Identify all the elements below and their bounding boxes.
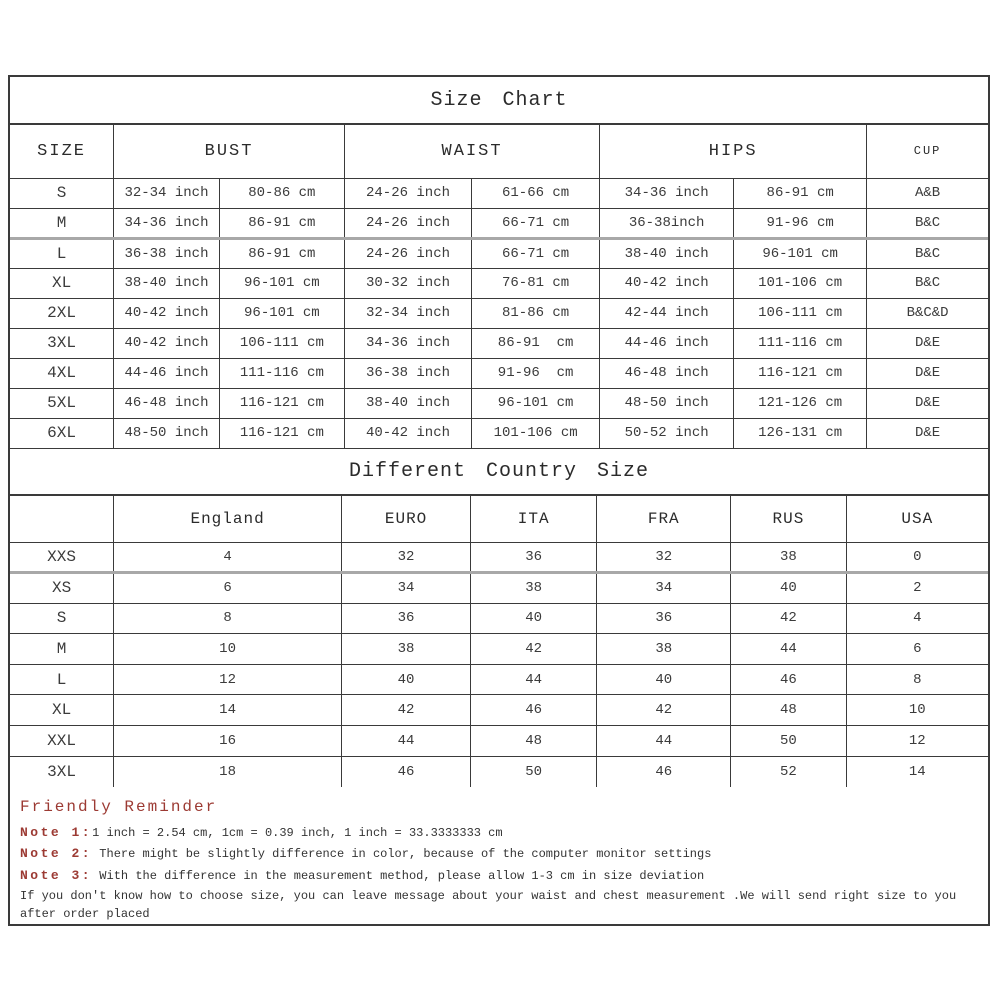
euro-cell: 42: [342, 695, 471, 726]
size-label-cell: L: [10, 238, 114, 268]
column-header-euro: EURO: [342, 496, 471, 542]
note-3-text: With the difference in the measurement method, please allow 1-3 cm in size deviation: [92, 868, 705, 883]
country-row: [10, 542, 988, 573]
column-header-waist: WAIST: [344, 125, 599, 178]
friendly-reminder-heading: Friendly Reminder: [20, 797, 218, 816]
country-size-label-cell: XL: [10, 695, 114, 726]
ita-cell: 38: [471, 573, 597, 604]
size-label-cell: 5XL: [10, 388, 114, 418]
ita-cell: 46: [471, 695, 597, 726]
usa-cell: 4: [846, 603, 988, 634]
hips-inch-cell: 36-38inch: [600, 208, 734, 238]
cup-cell: B&C&D: [867, 298, 988, 328]
size-row: [10, 178, 988, 208]
cup-cell: A&B: [867, 178, 988, 208]
bust-cm-cell: 106-111 cm: [219, 328, 344, 358]
country-size-label-cell: M: [10, 634, 114, 665]
cup-cell: B&C: [867, 208, 988, 238]
fra-cell: 36: [597, 603, 731, 634]
usa-cell: 8: [846, 664, 988, 695]
waist-inch-cell: 38-40 inch: [344, 388, 471, 418]
country-size-title: Different Country Size: [10, 448, 988, 496]
hips-cm-cell: 96-101 cm: [734, 238, 867, 268]
hips-inch-cell: 50-52 inch: [600, 418, 734, 448]
size-label-cell: 2XL: [10, 298, 114, 328]
note-line-2: [20, 844, 978, 864]
size-chart-title: Size Chart: [10, 77, 988, 125]
note-2-label: Note 2:: [20, 846, 93, 862]
waist-cm-cell: 91-96 cm: [472, 358, 600, 388]
country-row: [10, 756, 988, 787]
country-size-label-cell: 3XL: [10, 756, 114, 787]
ita-cell: 36: [471, 542, 597, 573]
size-chart-table: [10, 125, 988, 448]
bust-cm-cell: 116-121 cm: [219, 388, 344, 418]
waist-cm-cell: 61-66 cm: [472, 178, 600, 208]
fra-cell: 32: [597, 542, 731, 573]
notes-section: [10, 787, 988, 924]
waist-cm-cell: 86-91 cm: [472, 328, 600, 358]
note-2-text: There might be slightly difference in color, because of the computer monitor settings: [92, 847, 712, 862]
bust-cm-cell: 86-91 cm: [219, 238, 344, 268]
column-header-england: England: [114, 496, 342, 542]
column-header-rus: RUS: [731, 496, 846, 542]
size-row: [10, 418, 988, 448]
rus-cell: 48: [731, 695, 846, 726]
england-cell: 14: [114, 695, 342, 726]
bust-cm-cell: 96-101 cm: [219, 268, 344, 298]
bust-cm-cell: 111-116 cm: [219, 358, 344, 388]
usa-cell: 6: [846, 634, 988, 665]
rus-cell: 38: [731, 542, 846, 573]
hips-cm-cell: 91-96 cm: [734, 208, 867, 238]
column-header-cup: CUP: [867, 125, 988, 178]
column-header-hips: HIPS: [600, 125, 867, 178]
bust-inch-cell: 38-40 inch: [114, 268, 220, 298]
ita-cell: 40: [471, 603, 597, 634]
waist-inch-cell: 30-32 inch: [344, 268, 471, 298]
column-header-bust: BUST: [114, 125, 345, 178]
hips-cm-cell: 126-131 cm: [734, 418, 867, 448]
note-1-label: Note 1:: [20, 824, 93, 840]
size-label-cell: 3XL: [10, 328, 114, 358]
rus-cell: 50: [731, 726, 846, 757]
country-size-table: [10, 496, 988, 787]
rus-cell: 44: [731, 634, 846, 665]
usa-cell: 0: [846, 542, 988, 573]
waist-inch-cell: 40-42 inch: [344, 418, 471, 448]
bust-inch-cell: 44-46 inch: [114, 358, 220, 388]
hips-cm-cell: 101-106 cm: [734, 268, 867, 298]
fra-cell: 40: [597, 664, 731, 695]
euro-cell: 38: [342, 634, 471, 665]
cup-cell: D&E: [867, 388, 988, 418]
country-row: [10, 603, 988, 634]
hips-inch-cell: 42-44 inch: [600, 298, 734, 328]
hips-cm-cell: 111-116 cm: [734, 328, 867, 358]
euro-cell: 40: [342, 664, 471, 695]
usa-cell: 2: [846, 573, 988, 604]
rus-cell: 42: [731, 603, 846, 634]
country-row: [10, 695, 988, 726]
waist-cm-cell: 96-101 cm: [472, 388, 600, 418]
ita-cell: 48: [471, 726, 597, 757]
bust-inch-cell: 40-42 inch: [114, 328, 220, 358]
waist-cm-cell: 101-106 cm: [472, 418, 600, 448]
cup-cell: D&E: [867, 418, 988, 448]
waist-inch-cell: 24-26 inch: [344, 178, 471, 208]
size-label-cell: 6XL: [10, 418, 114, 448]
country-size-header-row: [10, 496, 988, 542]
england-cell: 4: [114, 542, 342, 573]
hips-inch-cell: 40-42 inch: [600, 268, 734, 298]
country-size-label-cell: S: [10, 603, 114, 634]
england-cell: 18: [114, 756, 342, 787]
country-size-label-cell: XXL: [10, 726, 114, 757]
size-row: [10, 358, 988, 388]
note-1-text: 1 inch = 2.54 cm, 1cm = 0.39 inch, 1 inch = 33.3333333 cm: [92, 825, 503, 840]
hips-inch-cell: 46-48 inch: [600, 358, 734, 388]
england-cell: 8: [114, 603, 342, 634]
bust-inch-cell: 32-34 inch: [114, 178, 220, 208]
waist-inch-cell: 32-34 inch: [344, 298, 471, 328]
bust-inch-cell: 36-38 inch: [114, 238, 220, 268]
size-label-cell: 4XL: [10, 358, 114, 388]
country-size-label-cell: L: [10, 664, 114, 695]
size-label-cell: S: [10, 178, 114, 208]
fra-cell: 44: [597, 726, 731, 757]
size-row: [10, 208, 988, 238]
size-chart-header-row: [10, 125, 988, 178]
england-cell: 16: [114, 726, 342, 757]
fra-cell: 42: [597, 695, 731, 726]
waist-cm-cell: 81-86 cm: [472, 298, 600, 328]
england-cell: 10: [114, 634, 342, 665]
column-header-blank: [10, 496, 114, 542]
rus-cell: 46: [731, 664, 846, 695]
hips-cm-cell: 116-121 cm: [734, 358, 867, 388]
waist-cm-cell: 76-81 cm: [472, 268, 600, 298]
cup-cell: B&C: [867, 238, 988, 268]
bust-inch-cell: 46-48 inch: [114, 388, 220, 418]
bust-cm-cell: 80-86 cm: [219, 178, 344, 208]
waist-inch-cell: 24-26 inch: [344, 208, 471, 238]
size-row: [10, 298, 988, 328]
cup-cell: B&C: [867, 268, 988, 298]
column-header-fra: FRA: [597, 496, 731, 542]
bust-inch-cell: 34-36 inch: [114, 208, 220, 238]
size-row: [10, 238, 988, 268]
ita-cell: 42: [471, 634, 597, 665]
note-3-label: Note 3:: [20, 867, 93, 883]
size-row: [10, 268, 988, 298]
country-row: [10, 634, 988, 665]
bust-cm-cell: 96-101 cm: [219, 298, 344, 328]
column-header-size: SIZE: [10, 125, 114, 178]
hips-inch-cell: 44-46 inch: [600, 328, 734, 358]
waist-inch-cell: 24-26 inch: [344, 238, 471, 268]
chart-box: [8, 75, 990, 926]
cup-cell: D&E: [867, 328, 988, 358]
note-line-3: [20, 866, 978, 886]
bust-inch-cell: 40-42 inch: [114, 298, 220, 328]
waist-cm-cell: 66-71 cm: [472, 208, 600, 238]
england-cell: 12: [114, 664, 342, 695]
bust-cm-cell: 86-91 cm: [219, 208, 344, 238]
hips-cm-cell: 86-91 cm: [734, 178, 867, 208]
waist-inch-cell: 34-36 inch: [344, 328, 471, 358]
euro-cell: 32: [342, 542, 471, 573]
bust-inch-cell: 48-50 inch: [114, 418, 220, 448]
euro-cell: 36: [342, 603, 471, 634]
column-header-ita: ITA: [471, 496, 597, 542]
fra-cell: 38: [597, 634, 731, 665]
country-size-label-cell: XXS: [10, 542, 114, 573]
fra-cell: 46: [597, 756, 731, 787]
country-row: [10, 573, 988, 604]
euro-cell: 46: [342, 756, 471, 787]
hips-cm-cell: 106-111 cm: [734, 298, 867, 328]
country-size-label-cell: XS: [10, 573, 114, 604]
country-row: [10, 664, 988, 695]
waist-inch-cell: 36-38 inch: [344, 358, 471, 388]
hips-cm-cell: 121-126 cm: [734, 388, 867, 418]
fra-cell: 34: [597, 573, 731, 604]
rus-cell: 52: [731, 756, 846, 787]
size-label-cell: XL: [10, 268, 114, 298]
bust-cm-cell: 116-121 cm: [219, 418, 344, 448]
note-line-1: [20, 823, 978, 843]
size-label-cell: M: [10, 208, 114, 238]
usa-cell: 12: [846, 726, 988, 757]
size-row: [10, 328, 988, 358]
hips-inch-cell: 34-36 inch: [600, 178, 734, 208]
footer-note: If you don't know how to choose size, you can leave message about your waist and chest measurement .We will send right size to you after order placed: [20, 889, 957, 922]
cup-cell: D&E: [867, 358, 988, 388]
waist-cm-cell: 66-71 cm: [472, 238, 600, 268]
hips-inch-cell: 48-50 inch: [600, 388, 734, 418]
usa-cell: 10: [846, 695, 988, 726]
euro-cell: 44: [342, 726, 471, 757]
hips-inch-cell: 38-40 inch: [600, 238, 734, 268]
euro-cell: 34: [342, 573, 471, 604]
size-row: [10, 388, 988, 418]
ita-cell: 44: [471, 664, 597, 695]
usa-cell: 14: [846, 756, 988, 787]
country-row: [10, 726, 988, 757]
rus-cell: 40: [731, 573, 846, 604]
england-cell: 6: [114, 573, 342, 604]
ita-cell: 50: [471, 756, 597, 787]
column-header-usa: USA: [846, 496, 988, 542]
